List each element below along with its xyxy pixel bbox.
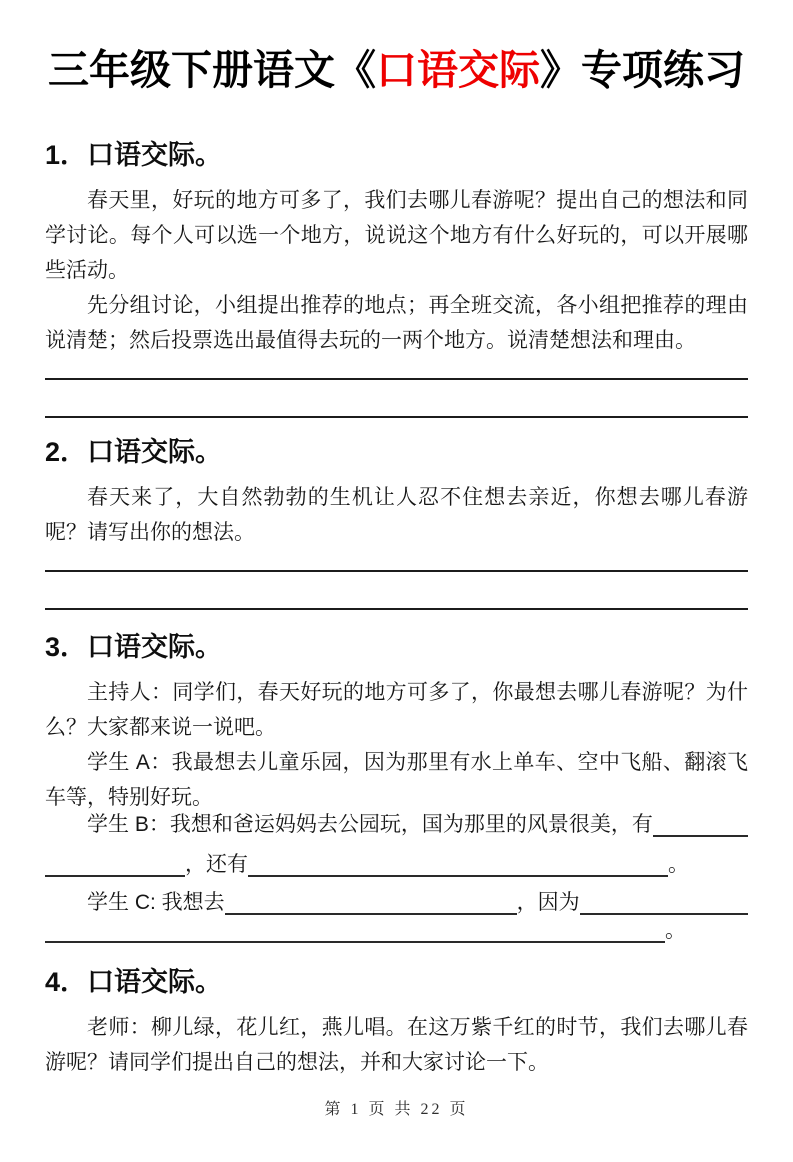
section-2-paragraph-1: 春天来了，大自然勃勃的生机让人忍不住想去亲近，你想去哪儿春游呢？请写出你的想法。 [45,486,748,544]
section-3-student-a-line: 学生 A：我最想去儿童乐园，因为那里有水上单车、空中飞船、翻滚飞车等，特别好玩。 [45,751,748,809]
section-1-paragraph-1: 春天里，好玩的地方可多了，我们去哪儿春游呢？提出自己的想法和同学讨论。每个人可以选一个地方，说说这个地方有什么好玩的，可以开展哪些活动。 [45,189,748,282]
section-2 [45,435,748,610]
fill-blank [248,875,668,877]
section-1 [45,138,748,418]
section-4-paragraph-1: 老师：柳儿绿，花儿红，燕儿唱。在这万紫千红的时节，我们去哪儿春游呢？请同学们提出自己的想法，并和大家讨论一下。 [45,1016,748,1074]
answer-line [45,358,748,380]
student-b-text-2: ，还有 [185,853,248,876]
fill-blank [653,835,748,837]
page-title-suffix: 》专项练习 [540,47,745,93]
section-1-heading: 1．口语交际。 [45,140,223,170]
section-1-paragraph-2: 先分组讨论，小组提出推荐的地点；再全班交流，各小组把推荐的理由说清楚；然后投票选出最值得去玩的一两个地方。说清楚想法和理由。 [45,294,748,352]
student-c-period: 。 [665,919,686,942]
fill-blank [225,913,517,915]
section-4-heading: 4．口语交际。 [45,967,223,997]
student-c-text-2: ，因为 [516,891,580,914]
section-3-heading: 3．口语交际。 [45,632,223,662]
section-3 [45,630,748,943]
fill-blank [45,875,185,877]
section-3-student-c-line-2 [45,915,748,943]
answer-line [45,572,748,610]
section-2-heading: 2．口语交际。 [45,437,223,467]
fill-blank [580,913,748,915]
section-3-host-line: 主持人：同学们，春天好玩的地方可多了，你最想去哪儿春游呢？为什么？大家都来说一说吧。 [45,681,748,739]
fill-blank [45,941,665,943]
page-footer: 第 1 页 共 22 页 [324,1101,469,1118]
student-b-text-1: 学生 B：我想和爸运妈妈去公园玩，国为那里的风景很美，有 [87,813,653,836]
student-c-text-1: 学生 C: 我想去 [87,891,225,914]
section-3-student-c-line-1 [45,877,748,915]
section-3-student-b-line-2 [45,837,748,877]
page-title-highlight: 口语交际 [376,47,540,93]
page-title-prefix: 三年级下册语文《 [48,47,376,93]
worksheet-page [0,40,793,1120]
page-title [45,40,748,100]
answer-line [45,550,748,572]
answer-line [45,380,748,418]
student-b-period: 。 [668,853,689,876]
section-4 [45,965,748,1080]
